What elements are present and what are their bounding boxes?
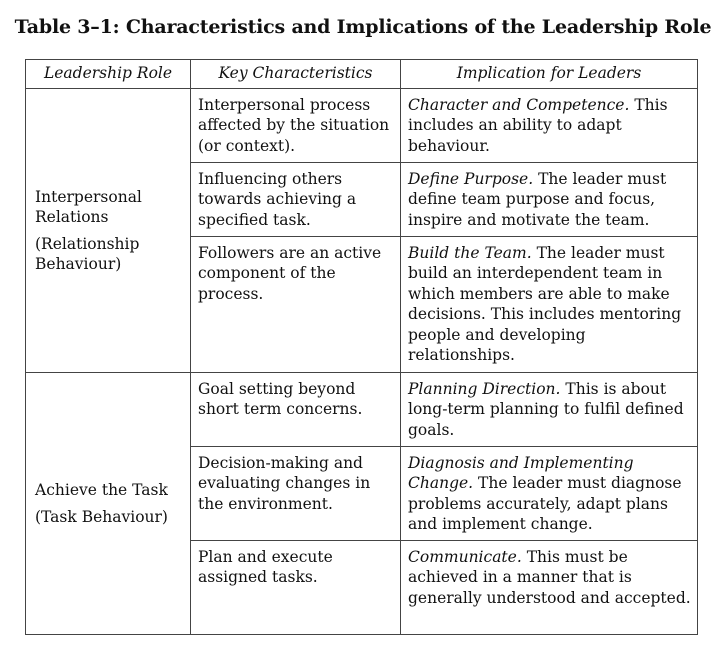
- implication-text: This includes an ability to adapt behaviour.: [408, 95, 668, 155]
- implication-title: Planning Direction.: [408, 379, 561, 398]
- header-leadership-role: Leadership Role: [26, 60, 191, 89]
- characteristic-cell: Plan and execute assigned tasks.: [191, 540, 401, 634]
- table-row: [26, 372, 698, 446]
- table-title: Table 3–1: Characteristics and Implications of the Leadership Role: [14, 16, 712, 38]
- role-sublabel: (Relationship Behaviour): [35, 234, 140, 273]
- implication-text: This is about long-term planning to fulfil defined goals.: [408, 379, 684, 439]
- table-row: [26, 88, 698, 162]
- role-cell-interpersonal: [26, 88, 191, 372]
- implication-cell: [401, 446, 698, 540]
- characteristic-cell: Influencing others towards achieving a specified task.: [191, 162, 401, 236]
- role-label: Achieve the Task: [35, 481, 168, 499]
- implication-title: Communicate.: [408, 547, 522, 566]
- header-implication: Implication for Leaders: [401, 60, 698, 89]
- implication-title: Build the Team.: [408, 243, 532, 262]
- implication-text: The leader must build an interdependent team in which members are able to make decisions. This includes mentoring people and developing relationships.: [408, 243, 682, 364]
- implication-cell: [401, 236, 698, 372]
- implication-title: Character and Competence.: [408, 95, 630, 114]
- leadership-table: [25, 59, 698, 635]
- role-label: Interpersonal Relations: [35, 187, 142, 226]
- implication-title: Define Purpose.: [408, 169, 534, 188]
- role-sublabel: (Task Behaviour): [35, 507, 168, 526]
- characteristic-cell: Goal setting beyond short term concerns.: [191, 372, 401, 446]
- implication-title: Diagnosis and Implementing Change.: [408, 453, 634, 492]
- characteristic-cell: Interpersonal process affected by the situation (or context).: [191, 88, 401, 162]
- implication-text: This must be achieved in a manner that is generally understood and accepted.: [408, 547, 691, 607]
- implication-text: The leader must diagnose problems accurately, adapt plans and implement change.: [408, 474, 682, 533]
- implication-cell: [401, 372, 698, 446]
- role-cell-task: [26, 372, 191, 634]
- header-row: [26, 60, 698, 89]
- characteristic-cell: Followers are an active component of the process.: [191, 236, 401, 372]
- implication-cell: [401, 540, 698, 634]
- header-key-characteristics: Key Characteristics: [191, 60, 401, 89]
- implication-text: The leader must define team purpose and focus, inspire and motivate the team.: [408, 169, 667, 229]
- implication-cell: [401, 162, 698, 236]
- characteristic-cell: Decision-making and evaluating changes in the environment.: [191, 446, 401, 540]
- implication-cell: [401, 88, 698, 162]
